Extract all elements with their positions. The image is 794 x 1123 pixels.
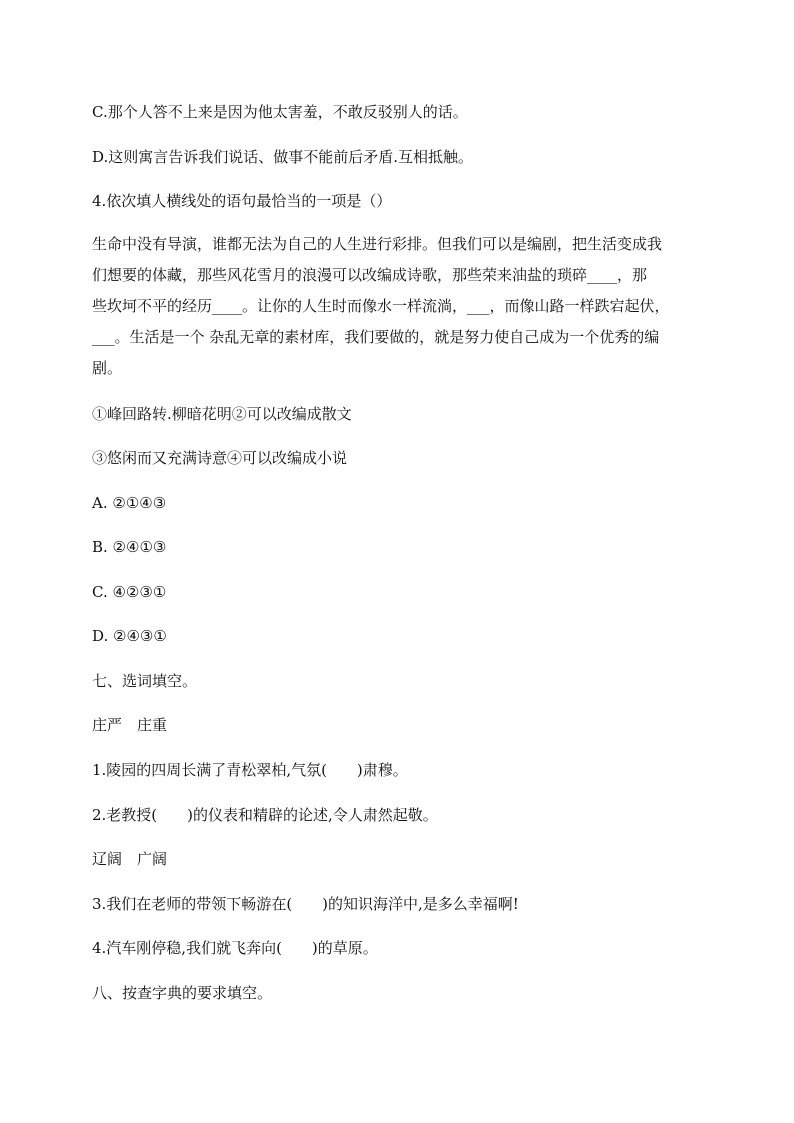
question-4-prompt: 4.依次填人横线处的语句最恰当的一项是（） [92,192,392,210]
sentence-options-line-2: ③悠闲而又充满诗意④可以改编成小说 [92,449,348,467]
section-7-heading: 七、选词填空。 [92,672,198,690]
word-pair-1: 庄严 庄重 [92,716,168,734]
answer-choice-c: C. ④②③① [92,583,167,601]
passage-line-4: ___。生活是一个 杂乱无章的素材库，我们要做的，就是努力使自己成为一个优秀的编 [92,328,660,346]
word-pair-2: 辽阔 广阔 [92,850,168,868]
fill-blank-question-2: 2.老教授( )的仪表和精辟的论述,令人肃然起敬。 [92,806,438,824]
option-d-text: D.这则寓言告诉我们说话、做事不能前后矛盾.互相抵触。 [92,148,474,166]
passage-line-1: 生命中没有导演，谁都无法为自己的人生进行彩排。但我们可以是编剧，把生活变成我 [92,235,663,253]
passage-line-2: 们想要的体藏，那些风花雪月的浪漫可以改编成诗歌，那些荣来油盐的琐碎____，那 [92,266,648,284]
sentence-options-line-1: ①峰回路转.柳暗花明②可以改编成散文 [92,405,352,423]
answer-choice-a: A. ②①④③ [92,494,167,512]
section-8-heading: 八、按查字典的要求填空。 [92,984,273,1002]
reading-passage [92,229,704,384]
passage-line-3: 些坎坷不平的经历____。让你的人生时而像水一样流淌，___，而像山路一样跌宕起伏， [92,297,670,315]
passage-line-5: 剧。 [92,359,123,377]
option-c-text: C.那个人答不上来是因为他太害羞，不敢反驳别人的话。 [92,103,468,121]
fill-blank-question-1: 1.陵园的四周长满了青松翠柏,气氛( )肃穆。 [92,761,408,779]
answer-choice-b: B. ②④①③ [92,538,167,556]
fill-blank-question-3: 3.我们在老师的带领下畅游在( )的知识海洋中,是多么幸福啊! [92,895,519,913]
answer-choice-d: D. ②④③① [92,627,167,645]
fill-blank-question-4: 4.汽车刚停稳,我们就飞奔向( )的草原。 [92,939,378,957]
